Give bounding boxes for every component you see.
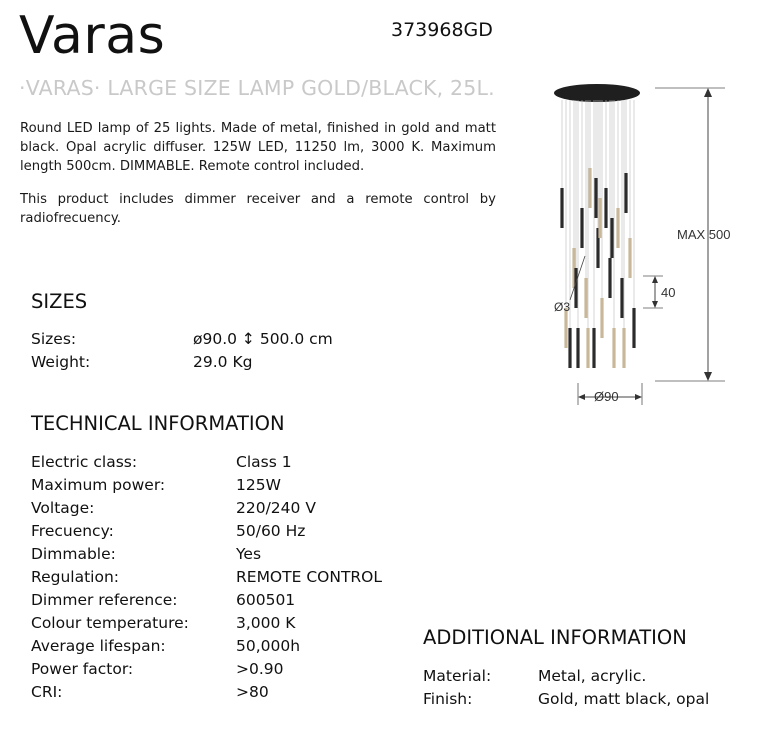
- lamp-rod: [580, 208, 583, 248]
- lamp-rod: [620, 278, 623, 318]
- spec-label: Voltage:: [31, 499, 95, 517]
- spec-value: 220/240 V: [236, 499, 316, 517]
- lamp-rod: [576, 328, 579, 368]
- spec-label: CRI:: [31, 683, 63, 701]
- arrow-left-icon: [578, 394, 585, 400]
- spec-label: Dimmable:: [31, 545, 116, 563]
- spec-value: REMOTE CONTROL: [236, 568, 383, 586]
- lamp-rod: [624, 173, 627, 213]
- product-title: Varas: [19, 6, 166, 66]
- lamp-rod: [604, 188, 607, 228]
- spec-value: >80: [236, 683, 269, 701]
- description-paragraph: Round LED lamp of 25 lights. Made of metal, finished in gold and matt black. Opal acrylic diffuser. 125W LED, 11250 lm, 3000 K. Maximum length 500cm. DIMMABLE. Remote control included.: [20, 121, 496, 174]
- spec-label: Dimmer reference:: [31, 591, 178, 609]
- lamp-rod: [598, 198, 601, 238]
- product-reference: 373968GD: [391, 19, 493, 41]
- spec-label: Colour temperature:: [31, 614, 189, 632]
- lamp-rod: [588, 168, 591, 208]
- spec-label: Regulation:: [31, 568, 119, 586]
- spec-value: 50,000h: [236, 637, 301, 655]
- lamp-rod: [586, 328, 589, 368]
- spec-label: Average lifespan:: [31, 637, 166, 655]
- material-label: Material:: [423, 667, 492, 685]
- arrow-down-icon: [652, 301, 658, 308]
- dimmer-note-paragraph: This product includes dimmer receiver and a remote control by radiofrecuency.: [20, 192, 496, 226]
- lamp-rod: [584, 278, 587, 318]
- lamp-rod: [560, 188, 563, 228]
- canopy-shape: [554, 84, 640, 102]
- spec-label: Maximum power:: [31, 476, 166, 494]
- spec-value: 50/60 Hz: [236, 522, 306, 540]
- spec-label: Frecuency:: [31, 522, 114, 540]
- product-subtitle: ·VARAS· LARGE SIZE LAMP GOLD/BLACK, 25L.: [19, 76, 495, 100]
- lamp-rod: [612, 328, 615, 368]
- lamp-rod: [564, 308, 567, 348]
- lamp-rod: [622, 328, 625, 368]
- lamp-rod: [632, 308, 635, 348]
- spec-label: Electric class:: [31, 453, 138, 471]
- arrow-up-icon: [704, 88, 712, 97]
- rod-diameter-label: Ø3: [554, 300, 571, 314]
- arrow-right-icon: [635, 394, 642, 400]
- lamp-rods: [560, 100, 635, 368]
- max-length-label: MAX 500: [677, 227, 731, 242]
- material-value: Metal, acrylic.: [538, 667, 647, 685]
- sizes-heading: SIZES: [31, 290, 88, 313]
- weight-value: 29.0 Kg: [193, 353, 253, 371]
- arrow-down-icon: [704, 372, 712, 381]
- lamp-dimension-drawing: [540, 78, 760, 408]
- sizes-value: ø90.0 ↕ 500.0 cm: [193, 330, 333, 348]
- lamp-rod: [628, 238, 631, 278]
- diameter-label: Ø90: [594, 389, 619, 404]
- sizes-label: Sizes:: [31, 330, 77, 348]
- additional-heading: ADDITIONAL INFORMATION: [423, 626, 687, 649]
- lamp-rod: [600, 298, 603, 338]
- arrow-up-icon: [652, 276, 658, 283]
- spec-value: >0.90: [236, 660, 284, 678]
- lamp-rod: [610, 218, 613, 258]
- lamp-rod: [568, 328, 571, 368]
- weight-label: Weight:: [31, 353, 91, 371]
- technical-heading: TECHNICAL INFORMATION: [31, 412, 285, 435]
- lamp-rod: [594, 178, 597, 218]
- finish-value: Gold, matt black, opal: [538, 690, 710, 708]
- finish-label: Finish:: [423, 690, 473, 708]
- lamp-rod: [592, 328, 595, 368]
- spec-label: Power factor:: [31, 660, 134, 678]
- spec-value: 3,000 K: [236, 614, 296, 632]
- lamp-rod: [608, 258, 611, 298]
- spec-value: Yes: [236, 545, 262, 563]
- rod-length-label: 40: [661, 285, 676, 300]
- spec-value: Class 1: [236, 453, 292, 471]
- lamp-rod: [616, 208, 619, 248]
- lamp-rod: [574, 268, 577, 308]
- spec-value: 600501: [236, 591, 296, 609]
- spec-value: 125W: [236, 476, 281, 494]
